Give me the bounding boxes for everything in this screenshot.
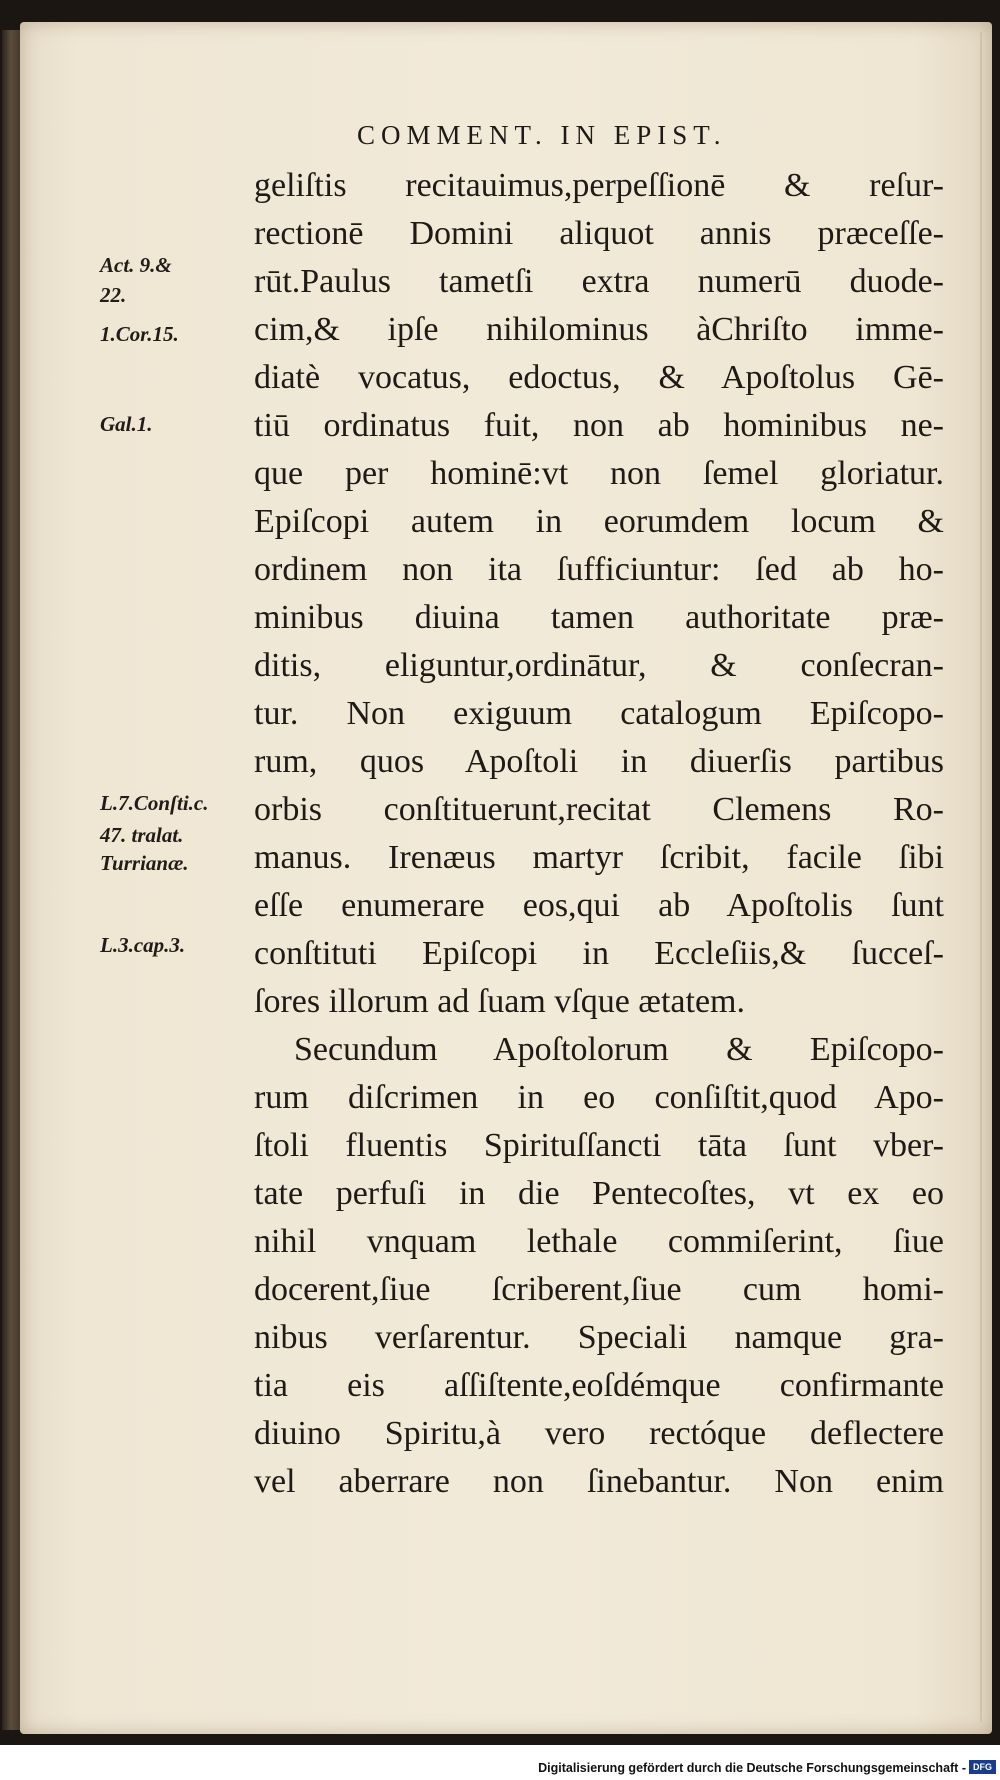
running-head: COMMENT. IN EPIST. [357, 120, 727, 150]
text-line: rum diſcrimen in eo conſiſtit,quod Apo- [254, 1079, 944, 1116]
text-line: tia eis aſſiſtente,eoſdémque confirmante [254, 1367, 944, 1404]
text-line: Secundum Apoſtolorum & Epiſcopo- [294, 1031, 944, 1068]
text-line: rectionē Domini aliquot annis præceſſe- [254, 215, 944, 252]
text-line: tur. Non exiguum catalogum Epiſcopo- [254, 695, 944, 732]
text-line: diatè vocatus, edoctus, & Apoſtolus Gē- [254, 359, 944, 396]
text-line: minibus diuina tamen authoritate præ- [254, 599, 944, 636]
text-line: que per hominē:vt non ſemel gloriatur. [254, 455, 944, 492]
dfg-logo: DFG [969, 1760, 996, 1774]
text-line: geliſtis recitauimus,perpeſſionē & reſur- [254, 167, 944, 204]
page-edge-line [980, 32, 982, 1722]
text-line: docerent,ſiue ſcriberent,ſiue cum homi- [254, 1271, 944, 1308]
margin-note: 1.Cor.15. [100, 322, 179, 346]
text-line: orbis conſtituerunt,recitat Clemens Ro- [254, 791, 944, 828]
text-line: cim,& ipſe nihilominus àChriſto imme- [254, 311, 944, 348]
text-line: rum, quos Apoſtoli in diuerſis partibus [254, 743, 944, 780]
text-line: nibus verſarentur. Speciali namque gra- [254, 1319, 944, 1356]
text-line: manus. Irenæus martyr ſcribit, facile ſibi [254, 839, 944, 876]
footer-credit: Digitalisierung gefördert durch die Deutsche Forschungsgemeinschaft - [538, 1761, 966, 1775]
text-line: Epiſcopi autem in eorumdem locum & [254, 503, 944, 540]
margin-note: L.7.Conſti.c. [100, 791, 209, 815]
margin-note: 47. tralat. [100, 823, 184, 847]
text-line: ſores illorum ad ſuam vſque ætatem. [254, 983, 746, 1020]
text-line: conſtituti Epiſcopi in Eccleſiis,& ſucceſ- [254, 935, 944, 972]
text-line: eſſe enumerare eos,qui ab Apoſtolis ſunt [254, 887, 944, 924]
text-line: vel aberrare non ſinebantur. Non enim [254, 1463, 944, 1500]
text-line: tate perfuſi in die Pentecoſtes, vt ex eo [254, 1175, 944, 1212]
text-line: tiū ordinatus fuit, non ab hominibus ne- [254, 407, 944, 444]
margin-note: Turrianæ. [100, 851, 189, 875]
margin-note: 22. [100, 283, 127, 307]
margin-note: Gal.1. [100, 412, 153, 436]
text-line: rūt.Paulus tametſi extra numerū duode- [254, 263, 944, 300]
text-line: diuino Spiritu,à vero rectóque deflectere [254, 1415, 944, 1452]
text-line: nihil vnquam lethale commiſerint, ſiue [254, 1223, 944, 1260]
text-line: ordinem non ita ſufficiuntur: ſed ab ho- [254, 551, 944, 588]
text-line: ditis, eliguntur,ordinātur, & conſecran- [254, 647, 944, 684]
margin-note: Act. 9.& [100, 253, 172, 277]
margin-note: L.3.cap.3. [100, 933, 186, 957]
text-line: ſtoli fluentis Spirituſſancti tāta ſunt vber- [254, 1127, 944, 1164]
body-text [254, 162, 944, 1506]
